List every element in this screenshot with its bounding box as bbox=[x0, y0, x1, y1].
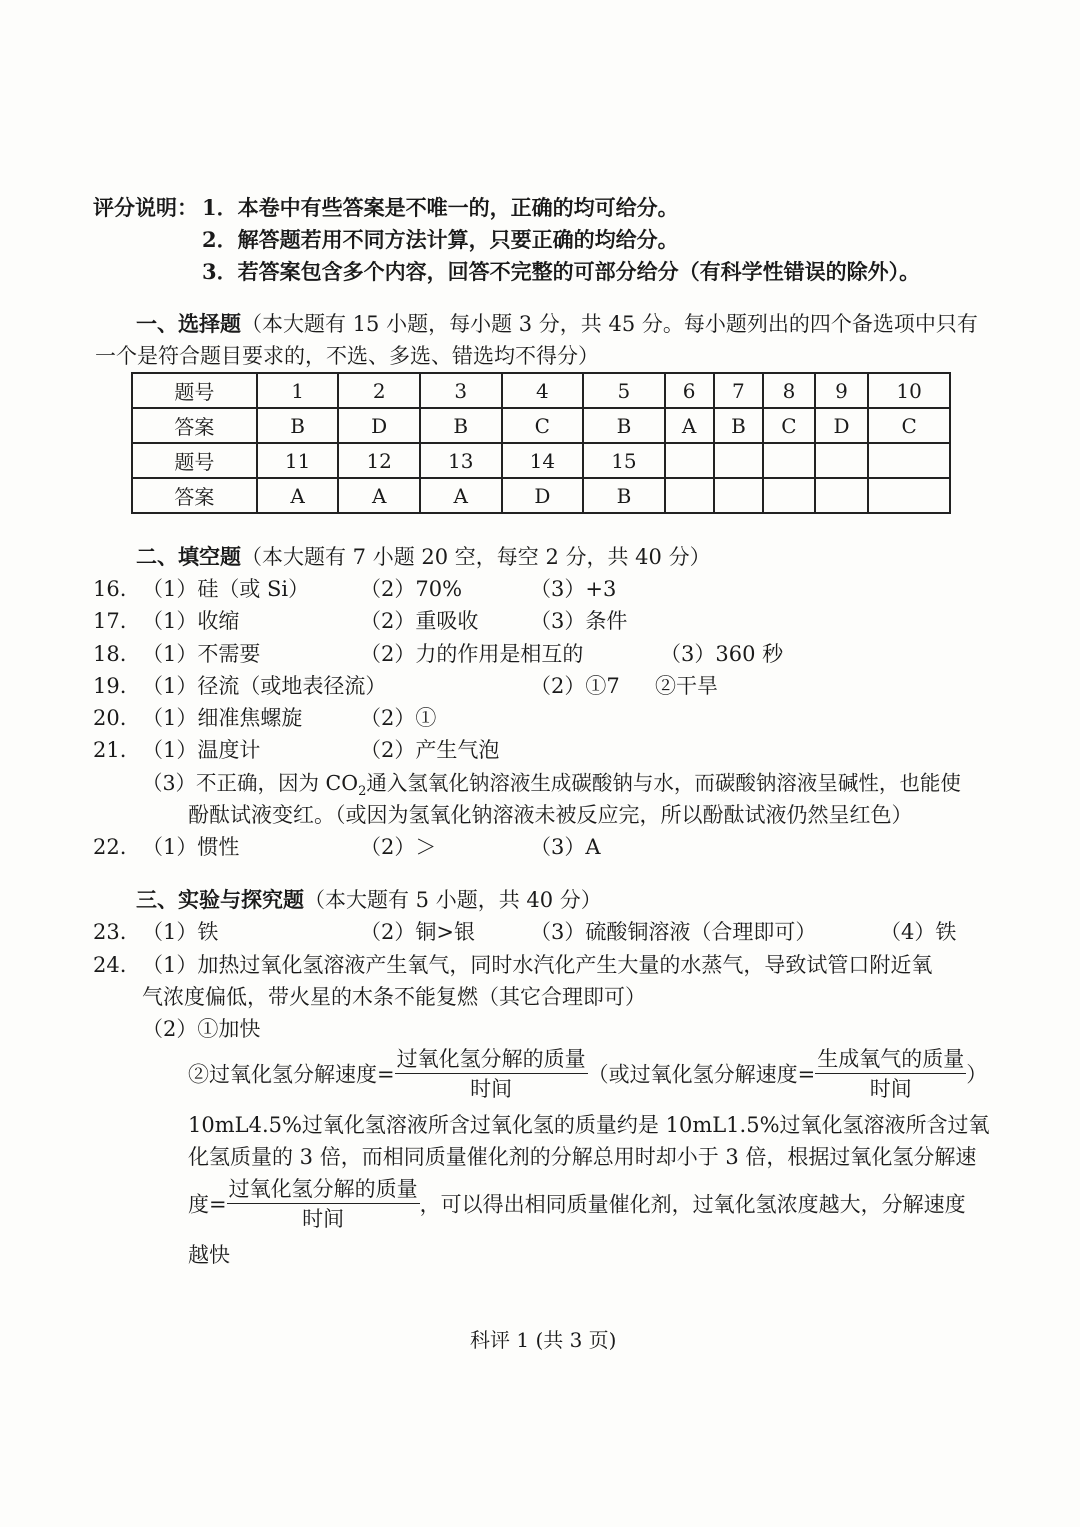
q21-number: 21. bbox=[93, 738, 127, 762]
q24-explanation-line2: 化氢质量的 3 倍，而相同质量催化剂的分解总用时却小于 3 倍，根据过氧化氢分解速 bbox=[188, 1145, 977, 1169]
q24-answer-1-line2: 气浓度偏低，带火星的木条不能复燃（其它合理即可） bbox=[142, 985, 646, 1009]
q23-answer-1: （1）铁 bbox=[142, 920, 219, 944]
q18-answer-3: （3）360 秒 bbox=[660, 642, 784, 666]
row-label: 答案 bbox=[132, 408, 257, 443]
q21-answer-3-line2: 酚酞试液变红。（或因为氢氧化钠溶液未被反应完，所以酚酞试液仍然呈红色） bbox=[188, 803, 913, 827]
scoring-notes-label: 评分说明： bbox=[93, 195, 198, 220]
q23-number: 23. bbox=[93, 920, 127, 944]
formula-3-denominator: 时间 bbox=[302, 1207, 345, 1231]
q22-number: 22. bbox=[93, 835, 127, 859]
table-cell bbox=[868, 478, 950, 513]
q24-explanation-line3 bbox=[188, 1175, 966, 1234]
table-cell: 8 bbox=[763, 373, 814, 408]
formula-2-suffix: ） bbox=[966, 1062, 988, 1087]
q16-number: 16. bbox=[93, 577, 127, 601]
table-cell bbox=[763, 443, 814, 478]
q20-answer-1: （1）细准焦螺旋 bbox=[142, 706, 303, 730]
q24-explanation-line4: 越快 bbox=[188, 1243, 230, 1267]
q16-answer-2: （2）70% bbox=[360, 577, 463, 601]
section1-desc: （本大题有 15 小题，每小题 3 分，共 45 分。每小题列出的四个备选项中只有 bbox=[241, 312, 978, 336]
q21-answer-3-sub: 2 bbox=[358, 784, 367, 800]
table-cell bbox=[665, 478, 714, 513]
table-cell: D bbox=[815, 408, 869, 443]
q24-number: 24. bbox=[93, 953, 127, 977]
formula-3-prefix: 度= bbox=[188, 1192, 227, 1217]
table-cell: B bbox=[583, 408, 665, 443]
q19-answer-3: ②干旱 bbox=[655, 674, 718, 698]
q24-formula-line bbox=[188, 1045, 987, 1104]
table-cell: D bbox=[338, 408, 420, 443]
q17-answer-2: （2）重吸收 bbox=[360, 609, 479, 633]
q22-answer-3: （3）A bbox=[530, 835, 601, 859]
q22-answer-1: （1）惯性 bbox=[142, 835, 240, 859]
scoring-note-1: 1．本卷中有些答案是不唯一的，正确的均可给分。 bbox=[202, 195, 679, 220]
scoring-note-3: 3．若答案包含多个内容，回答不完整的可部分给分（有科学性错误的除外）。 bbox=[202, 259, 921, 284]
q24-explanation-line1: 10mL4.5%过氧化氢溶液所含过氧化氢的质量约是 10mL1.5%过氧化氢溶液所含过氧 bbox=[188, 1113, 990, 1137]
formula-1-fraction bbox=[395, 1045, 588, 1104]
q20-answer-2: （2）① bbox=[360, 706, 437, 730]
q23-answer-3: （3）硫酸铜溶液（合理即可） bbox=[530, 920, 817, 944]
page-footer: 科评 1 (共 3 页) bbox=[470, 1328, 617, 1352]
q22-answer-2: （2）＞ bbox=[360, 835, 437, 859]
q23-answer-2: （2）铜>银 bbox=[360, 920, 475, 944]
table-row bbox=[132, 443, 950, 478]
table-cell: C bbox=[763, 408, 814, 443]
table-cell: A bbox=[338, 478, 420, 513]
table-cell: 15 bbox=[583, 443, 665, 478]
table-cell: D bbox=[502, 478, 584, 513]
table-cell bbox=[665, 443, 714, 478]
formula-2-numerator: 生成氧气的质量 bbox=[815, 1045, 966, 1074]
table-cell: 6 bbox=[665, 373, 714, 408]
formula-2-denominator: 时间 bbox=[869, 1077, 912, 1101]
q18-answer-2: （2）力的作用是相互的 bbox=[360, 642, 584, 666]
q19-answer-1: （1）径流（或地表径流） bbox=[142, 674, 387, 698]
table-cell: 14 bbox=[502, 443, 584, 478]
table-cell: A bbox=[420, 478, 502, 513]
row-label: 答案 bbox=[132, 478, 257, 513]
table-cell bbox=[815, 443, 869, 478]
q21-answer-3-post: 通入氢氧化钠溶液生成碳酸钠与水，而碳酸钠溶液呈碱性，也能使 bbox=[366, 771, 961, 795]
table-cell: 4 bbox=[502, 373, 584, 408]
section3-heading bbox=[136, 885, 602, 915]
table-cell: 5 bbox=[583, 373, 665, 408]
formula-3-fraction bbox=[227, 1175, 420, 1234]
q17-number: 17. bbox=[93, 609, 127, 633]
table-cell bbox=[714, 443, 764, 478]
section1-heading bbox=[136, 309, 978, 339]
table-row bbox=[132, 373, 950, 408]
row-label: 题号 bbox=[132, 373, 257, 408]
formula-2-fraction bbox=[815, 1045, 966, 1104]
answer-table bbox=[131, 372, 951, 514]
section2-heading bbox=[136, 542, 711, 572]
q20-number: 20. bbox=[93, 706, 127, 730]
table-cell bbox=[714, 478, 764, 513]
q21-answer-2: （2）产生气泡 bbox=[360, 738, 500, 762]
table-cell: 1 bbox=[257, 373, 339, 408]
table-cell: 7 bbox=[714, 373, 764, 408]
q24-answer-2-label: （2）①加快 bbox=[142, 1017, 261, 1041]
table-cell: 3 bbox=[420, 373, 502, 408]
table-cell: 11 bbox=[257, 443, 339, 478]
table-cell: 9 bbox=[815, 373, 869, 408]
section3-title: 三、实验与探究题 bbox=[136, 887, 304, 912]
table-cell: B bbox=[714, 408, 764, 443]
q18-number: 18. bbox=[93, 642, 127, 666]
formula-1-numerator: 过氧化氢分解的质量 bbox=[395, 1045, 588, 1074]
table-cell bbox=[868, 443, 950, 478]
table-row bbox=[132, 478, 950, 513]
section2-desc: （本大题有 7 小题 20 空，每空 2 分，共 40 分） bbox=[241, 545, 711, 569]
row-label: 题号 bbox=[132, 443, 257, 478]
q21-answer-3-pre: （3）不正确，因为 CO bbox=[142, 771, 359, 795]
q18-answer-1: （1）不需要 bbox=[142, 642, 261, 666]
section3-desc: （本大题有 5 小题，共 40 分） bbox=[304, 888, 602, 912]
table-cell: B bbox=[420, 408, 502, 443]
scoring-note-2: 2．解答题若用不同方法计算，只要正确的均给分。 bbox=[202, 227, 679, 252]
q17-answer-3: （3）条件 bbox=[530, 609, 628, 633]
formula-3-numerator: 过氧化氢分解的质量 bbox=[227, 1175, 420, 1204]
table-cell: 13 bbox=[420, 443, 502, 478]
q16-answer-1: （1）硅（或 Si） bbox=[142, 577, 310, 601]
section1-title: 一、选择题 bbox=[136, 311, 241, 336]
section1-desc-line2: 一个是符合题目要求的，不选、多选、错选均不得分） bbox=[95, 344, 599, 368]
table-cell: B bbox=[257, 408, 339, 443]
q23-answer-4: （4）铁 bbox=[880, 920, 957, 944]
table-cell: A bbox=[665, 408, 714, 443]
formula-3-suffix: ，可以得出相同质量催化剂，过氧化氢浓度越大，分解速度 bbox=[419, 1192, 966, 1217]
table-cell: B bbox=[583, 478, 665, 513]
q17-answer-1: （1）收缩 bbox=[142, 609, 240, 633]
formula-2-prefix: （或过氧化氢分解速度= bbox=[587, 1062, 816, 1087]
table-cell bbox=[815, 478, 869, 513]
table-cell: A bbox=[257, 478, 339, 513]
formula-1-denominator: 时间 bbox=[470, 1077, 513, 1101]
formula-1-prefix: ②过氧化氢分解速度= bbox=[188, 1062, 395, 1087]
table-cell bbox=[763, 478, 814, 513]
q19-answer-2: （2）①7 bbox=[530, 674, 620, 698]
q24-answer-1-line1: （1）加热过氧化氢溶液产生氧气，同时水汽化产生大量的水蒸气，导致试管口附近氧 bbox=[142, 953, 933, 977]
table-cell: 12 bbox=[338, 443, 420, 478]
table-cell: 2 bbox=[338, 373, 420, 408]
table-cell: C bbox=[502, 408, 584, 443]
table-cell: 10 bbox=[868, 373, 950, 408]
q21-answer-1: （1）温度计 bbox=[142, 738, 261, 762]
q19-number: 19. bbox=[93, 674, 127, 698]
q16-answer-3: （3）+3 bbox=[530, 577, 617, 601]
table-cell: C bbox=[868, 408, 950, 443]
table-row bbox=[132, 408, 950, 443]
section2-title: 二、填空题 bbox=[136, 544, 241, 569]
